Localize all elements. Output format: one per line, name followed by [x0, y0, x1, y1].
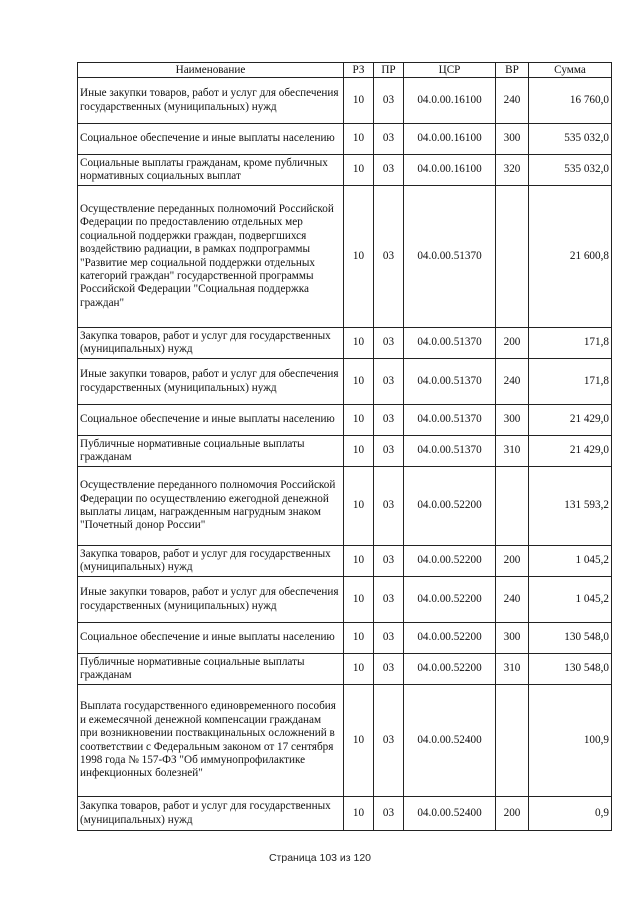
- cell-name: Закупка товаров, работ и услуг для государственных (муниципальных) нужд: [78, 797, 344, 831]
- cell-pr: 03: [374, 155, 404, 186]
- header-pr: ПР: [374, 63, 404, 78]
- cell-name: Иные закупки товаров, работ и услуг для обеспечения государственных (муниципальных) нужд: [78, 78, 344, 124]
- header-name: Наименование: [78, 63, 344, 78]
- cell-rz: 10: [344, 467, 374, 546]
- cell-pr: 03: [374, 577, 404, 623]
- cell-sum: 171,8: [529, 328, 612, 359]
- cell-vr: 310: [496, 654, 529, 685]
- cell-name: Публичные нормативные социальные выплаты гражданам: [78, 436, 344, 467]
- cell-pr: 03: [374, 623, 404, 654]
- cell-name: Социальное обеспечение и иные выплаты населению: [78, 623, 344, 654]
- page-number: Страница 103 из 120: [268, 852, 372, 864]
- cell-rz: 10: [344, 186, 374, 328]
- cell-csr: 04.0.00.16100: [404, 155, 496, 186]
- cell-name: Социальные выплаты гражданам, кроме публичных нормативных социальных выплат: [78, 155, 344, 186]
- cell-sum: 16 760,0: [529, 78, 612, 124]
- cell-pr: 03: [374, 359, 404, 405]
- cell-vr: 320: [496, 155, 529, 186]
- cell-csr: 04.0.00.52200: [404, 623, 496, 654]
- cell-csr: 04.0.00.52200: [404, 654, 496, 685]
- cell-csr: 04.0.00.51370: [404, 359, 496, 405]
- cell-vr: 200: [496, 797, 529, 831]
- cell-rz: 10: [344, 359, 374, 405]
- cell-vr: 240: [496, 78, 529, 124]
- cell-sum: 100,9: [529, 685, 612, 797]
- cell-csr: 04.0.00.16100: [404, 78, 496, 124]
- table-row: [78, 78, 612, 124]
- cell-csr: 04.0.00.51370: [404, 328, 496, 359]
- cell-pr: 03: [374, 186, 404, 328]
- table-body: [78, 78, 612, 831]
- cell-sum: 130 548,0: [529, 623, 612, 654]
- cell-csr: 04.0.00.52200: [404, 546, 496, 577]
- cell-name: Социальное обеспечение и иные выплаты населению: [78, 405, 344, 436]
- cell-sum: 21 600,8: [529, 186, 612, 328]
- cell-name: Осуществление переданного полномочия Российской Федерации по осуществлению ежегодной денежной выплаты лицам, награжденным нагрудным знаком "Почетный донор России": [78, 467, 344, 546]
- cell-sum: 1 045,2: [529, 546, 612, 577]
- cell-rz: 10: [344, 124, 374, 155]
- cell-name: Выплата государственного единовременного пособия и ежемесячной денежной компенсации гражданам при возникновении поствакцинальных осложнений в соответствии с Федеральным законом от 17 сентября 1998 года № 157-ФЗ "Об иммунопрофилактике инфекционных болезней": [78, 685, 344, 797]
- cell-sum: 21 429,0: [529, 436, 612, 467]
- table-header-row: [78, 63, 612, 78]
- cell-pr: 03: [374, 546, 404, 577]
- cell-rz: 10: [344, 155, 374, 186]
- cell-name: Иные закупки товаров, работ и услуг для обеспечения государственных (муниципальных) нужд: [78, 359, 344, 405]
- cell-rz: 10: [344, 546, 374, 577]
- cell-rz: 10: [344, 797, 374, 831]
- table-row: [78, 405, 612, 436]
- cell-vr: [496, 685, 529, 797]
- header-rz: РЗ: [344, 63, 374, 78]
- cell-pr: 03: [374, 685, 404, 797]
- cell-sum: 130 548,0: [529, 654, 612, 685]
- cell-rz: 10: [344, 577, 374, 623]
- cell-sum: 1 045,2: [529, 577, 612, 623]
- cell-csr: 04.0.00.52200: [404, 577, 496, 623]
- table-row: [78, 797, 612, 831]
- cell-vr: 200: [496, 328, 529, 359]
- cell-rz: 10: [344, 328, 374, 359]
- cell-vr: 300: [496, 623, 529, 654]
- table-row: [78, 577, 612, 623]
- table-row: [78, 436, 612, 467]
- cell-vr: 200: [496, 546, 529, 577]
- cell-name: Осуществление переданных полномочий Российской Федерации по предоставлению отдельных мер социальной поддержки граждан, подвергшихся воздействию радиации, в рамках подпрограммы "Развитие мер социальной поддержки отдельных категорий граждан" государственной программы Российской Федерации "Социальная поддержка граждан": [78, 186, 344, 328]
- table-row: [78, 654, 612, 685]
- cell-vr: 300: [496, 405, 529, 436]
- table-row: [78, 359, 612, 405]
- cell-sum: 131 593,2: [529, 467, 612, 546]
- table-row: [78, 623, 612, 654]
- cell-name: Закупка товаров, работ и услуг для государственных (муниципальных) нужд: [78, 546, 344, 577]
- cell-pr: 03: [374, 654, 404, 685]
- cell-name: Публичные нормативные социальные выплаты гражданам: [78, 654, 344, 685]
- cell-csr: 04.0.00.16100: [404, 124, 496, 155]
- cell-pr: 03: [374, 405, 404, 436]
- cell-sum: 0,9: [529, 797, 612, 831]
- cell-vr: 240: [496, 577, 529, 623]
- cell-csr: 04.0.00.51370: [404, 405, 496, 436]
- table-row: [78, 155, 612, 186]
- table-row: [78, 546, 612, 577]
- table-row: [78, 685, 612, 797]
- cell-pr: 03: [374, 797, 404, 831]
- table-row: [78, 328, 612, 359]
- cell-sum: 535 032,0: [529, 155, 612, 186]
- cell-sum: 535 032,0: [529, 124, 612, 155]
- cell-rz: 10: [344, 436, 374, 467]
- cell-sum: 171,8: [529, 359, 612, 405]
- cell-name: Иные закупки товаров, работ и услуг для обеспечения государственных (муниципальных) нужд: [78, 577, 344, 623]
- header-sum: Сумма: [529, 63, 612, 78]
- cell-pr: 03: [374, 328, 404, 359]
- table-row: [78, 124, 612, 155]
- header-vr: ВР: [496, 63, 529, 78]
- cell-vr: 240: [496, 359, 529, 405]
- cell-rz: 10: [344, 623, 374, 654]
- table-row: [78, 186, 612, 328]
- cell-vr: 310: [496, 436, 529, 467]
- cell-sum: 21 429,0: [529, 405, 612, 436]
- cell-rz: 10: [344, 405, 374, 436]
- cell-vr: [496, 467, 529, 546]
- cell-csr: 04.0.00.52400: [404, 797, 496, 831]
- cell-name: Закупка товаров, работ и услуг для государственных (муниципальных) нужд: [78, 328, 344, 359]
- cell-vr: [496, 186, 529, 328]
- cell-vr: 300: [496, 124, 529, 155]
- header-csr: ЦСР: [404, 63, 496, 78]
- cell-pr: 03: [374, 467, 404, 546]
- cell-csr: 04.0.00.51370: [404, 436, 496, 467]
- cell-pr: 03: [374, 436, 404, 467]
- cell-rz: 10: [344, 685, 374, 797]
- cell-csr: 04.0.00.51370: [404, 186, 496, 328]
- cell-csr: 04.0.00.52400: [404, 685, 496, 797]
- cell-csr: 04.0.00.52200: [404, 467, 496, 546]
- cell-rz: 10: [344, 78, 374, 124]
- cell-name: Социальное обеспечение и иные выплаты населению: [78, 124, 344, 155]
- table-row: [78, 467, 612, 546]
- cell-pr: 03: [374, 78, 404, 124]
- cell-rz: 10: [344, 654, 374, 685]
- budget-table: [77, 62, 612, 831]
- cell-pr: 03: [374, 124, 404, 155]
